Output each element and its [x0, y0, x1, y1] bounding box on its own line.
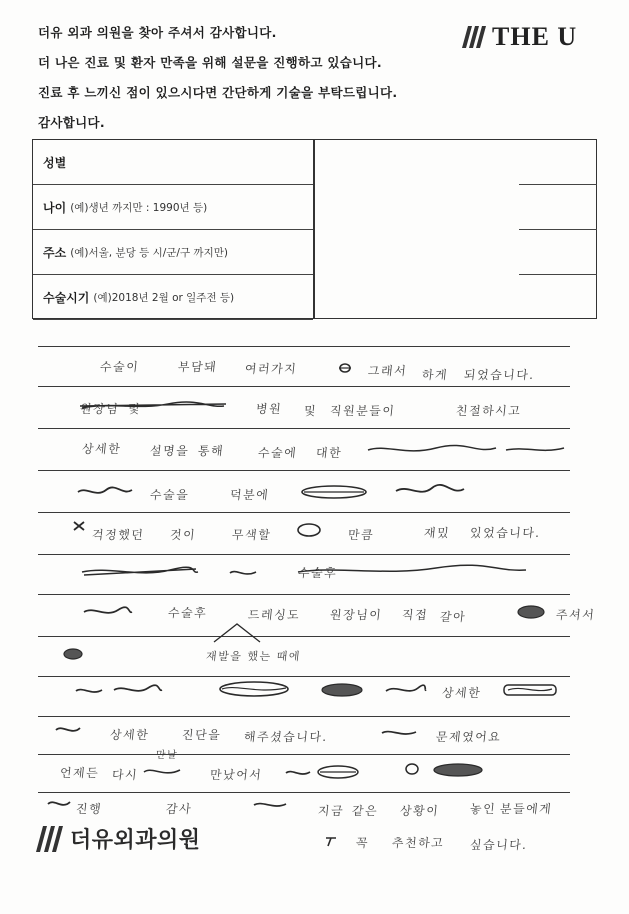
handwriting-insert-note: 만날	[155, 750, 179, 761]
scribble-mark	[384, 682, 428, 698]
handwriting-word: 원장님	[79, 402, 120, 416]
handwriting-word: 직접	[401, 608, 429, 622]
scribble-mark	[502, 682, 558, 698]
handwriting-word: 부담돼	[177, 360, 218, 374]
handwriting-word: 진단을	[181, 728, 222, 742]
scribble-mark	[296, 522, 322, 538]
handwriting-word: 걱정했던	[91, 528, 146, 542]
handwriting-word: 상세한	[109, 728, 150, 742]
form-row-gender	[33, 140, 313, 185]
brand-wordmark: THE U	[492, 22, 578, 51]
ruled-line	[38, 554, 570, 555]
handwriting-word: 수술을	[149, 488, 190, 502]
ruled-line	[38, 386, 570, 387]
handwriting-word: 언제든	[59, 766, 100, 780]
form-row-age	[33, 185, 313, 230]
form-hint: (예)2018년 2월 or 일주전 등)	[93, 291, 235, 304]
handwriting-word: 것이	[169, 528, 197, 542]
form-row-surgery-date	[33, 275, 313, 320]
handwriting-word: 덕분에	[229, 488, 270, 502]
scribble-mark	[324, 834, 338, 848]
handwriting-insert-note: 재발을 했는 때에	[205, 650, 302, 663]
scribble-mark	[300, 484, 368, 500]
handwriting-word: 문제였어요	[435, 730, 503, 744]
scribble-mark	[337, 362, 353, 374]
handwriting-word: 싶습니다.	[469, 838, 529, 852]
handwriting-word: 만큼	[347, 528, 375, 542]
answer-line	[519, 229, 597, 230]
handwriting-word: 친절하시고	[455, 404, 523, 418]
handwriting-word: 대한	[315, 446, 343, 460]
handwriting-word: 지금	[317, 804, 345, 818]
scribble-mark	[316, 764, 360, 780]
scribble-mark	[78, 398, 228, 414]
handwriting-word: 추천하고	[391, 836, 446, 850]
ruled-line	[38, 754, 570, 755]
intro-text	[38, 18, 397, 138]
handwriting-word: 병원	[255, 402, 283, 416]
scribble-mark	[54, 722, 82, 738]
handwriting-word: 그래서	[367, 364, 408, 378]
scribble-mark	[404, 762, 420, 776]
answer-line	[519, 274, 597, 275]
form-label: 수술시기	[43, 290, 90, 305]
clinic-name: 더유외과의원	[70, 828, 201, 853]
scribble-mark	[228, 566, 258, 580]
intro-line-2: 더 나은 진료 및 환자 만족을 위해 설문을 진행하고 있습니다.	[38, 55, 382, 70]
answer-line	[519, 184, 597, 185]
handwriting-word: 갈아	[439, 610, 467, 624]
scribble-mark	[394, 482, 466, 500]
scribble-mark	[380, 726, 418, 740]
handwriting-word: 드레싱도	[247, 608, 302, 622]
handwriting-word: 수술후	[297, 566, 338, 580]
insert-caret-mark	[212, 622, 262, 644]
handwriting-word: 있었습니다.	[469, 526, 542, 540]
handwriting-word: 하게	[421, 368, 449, 382]
handwriting-word: 무색할	[231, 528, 272, 542]
handwriting-word: 꼭	[355, 836, 370, 850]
ruled-line	[38, 346, 570, 347]
handwriting-word: 여러가지	[244, 362, 299, 376]
scribble-mark	[76, 484, 134, 500]
scribble-mark	[320, 682, 364, 698]
intro-line-4: 감사합니다.	[38, 115, 105, 130]
scribble-mark	[72, 520, 86, 532]
ruled-line	[38, 636, 570, 637]
handwriting-word: 수술에	[257, 446, 298, 460]
scribble-mark	[296, 562, 528, 578]
handwriting-word: 되었습니다.	[463, 368, 536, 382]
scribble-mark	[82, 604, 134, 620]
scribble-mark	[62, 646, 84, 662]
handwriting-word: 설명을	[149, 444, 190, 458]
handwriting-word: 상세한	[441, 686, 482, 700]
brand-mark-icon	[36, 826, 64, 852]
handwriting-word: 상세한	[81, 442, 122, 456]
scribble-mark	[366, 442, 566, 458]
scribble-mark	[142, 764, 182, 780]
scribble-mark	[432, 762, 484, 778]
table-divider	[313, 140, 315, 318]
intro-line-3: 진료 후 느끼신 점이 있으시다면 간단하게 기술을 부탁드립니다.	[38, 85, 398, 100]
handwriting-word: 해주셨습니다.	[243, 730, 329, 744]
handwriting-word: 재밌	[423, 526, 451, 540]
handwriting-word: 진행	[75, 802, 103, 816]
handwriting-word: 분들에게	[499, 802, 554, 816]
scribble-mark	[46, 796, 72, 812]
scribble-mark	[74, 684, 104, 698]
handwriting-word: 감사	[165, 802, 193, 816]
scribble-mark	[252, 798, 288, 812]
handwriting-word: 원장님이	[329, 608, 384, 622]
respondent-info-table	[32, 139, 597, 319]
handwriting-word: 수술후	[167, 606, 208, 620]
handwriting-word: 만났어서	[209, 768, 264, 782]
ruled-line	[38, 792, 570, 793]
handwriting-word: 상황이	[399, 804, 440, 818]
form-label: 나이	[43, 200, 67, 215]
ruled-line	[38, 594, 570, 595]
handwriting-word: 및	[127, 402, 142, 416]
brand-logo-top	[462, 22, 577, 52]
handwriting-word: 다시	[111, 768, 139, 782]
handwriting-word: 통해	[197, 444, 225, 458]
brand-logo-bottom	[36, 823, 201, 854]
ruled-line	[38, 676, 570, 677]
ruled-line	[38, 470, 570, 471]
form-hint: (예)생년 까지만 : 1990년 등)	[70, 201, 208, 214]
form-label: 주소	[43, 245, 67, 260]
handwriting-word: 수술이	[99, 360, 140, 374]
scribble-mark	[284, 766, 312, 780]
form-hint: (예)서울, 분당 등 시/군/구 까지만)	[70, 246, 228, 259]
scribble-mark	[80, 564, 200, 580]
form-label: 성별	[43, 155, 67, 170]
scribble-mark	[216, 680, 292, 698]
handwriting-word: 같은	[351, 804, 379, 818]
handwriting-word: 직원분들이	[329, 404, 397, 418]
ruled-line	[38, 512, 570, 513]
handwriting-word: 및	[303, 404, 318, 418]
handwriting-word: 놓인	[469, 802, 497, 816]
ruled-line	[38, 428, 570, 429]
brand-mark-icon	[462, 26, 486, 48]
intro-line-1: 더유 외과 의원을 찾아 주셔서 감사합니다.	[38, 25, 277, 40]
handwriting-word: 주셔서	[555, 608, 596, 622]
scribble-mark	[516, 604, 546, 620]
scribble-mark	[112, 682, 164, 698]
ruled-line	[38, 716, 570, 717]
form-row-address	[33, 230, 313, 275]
